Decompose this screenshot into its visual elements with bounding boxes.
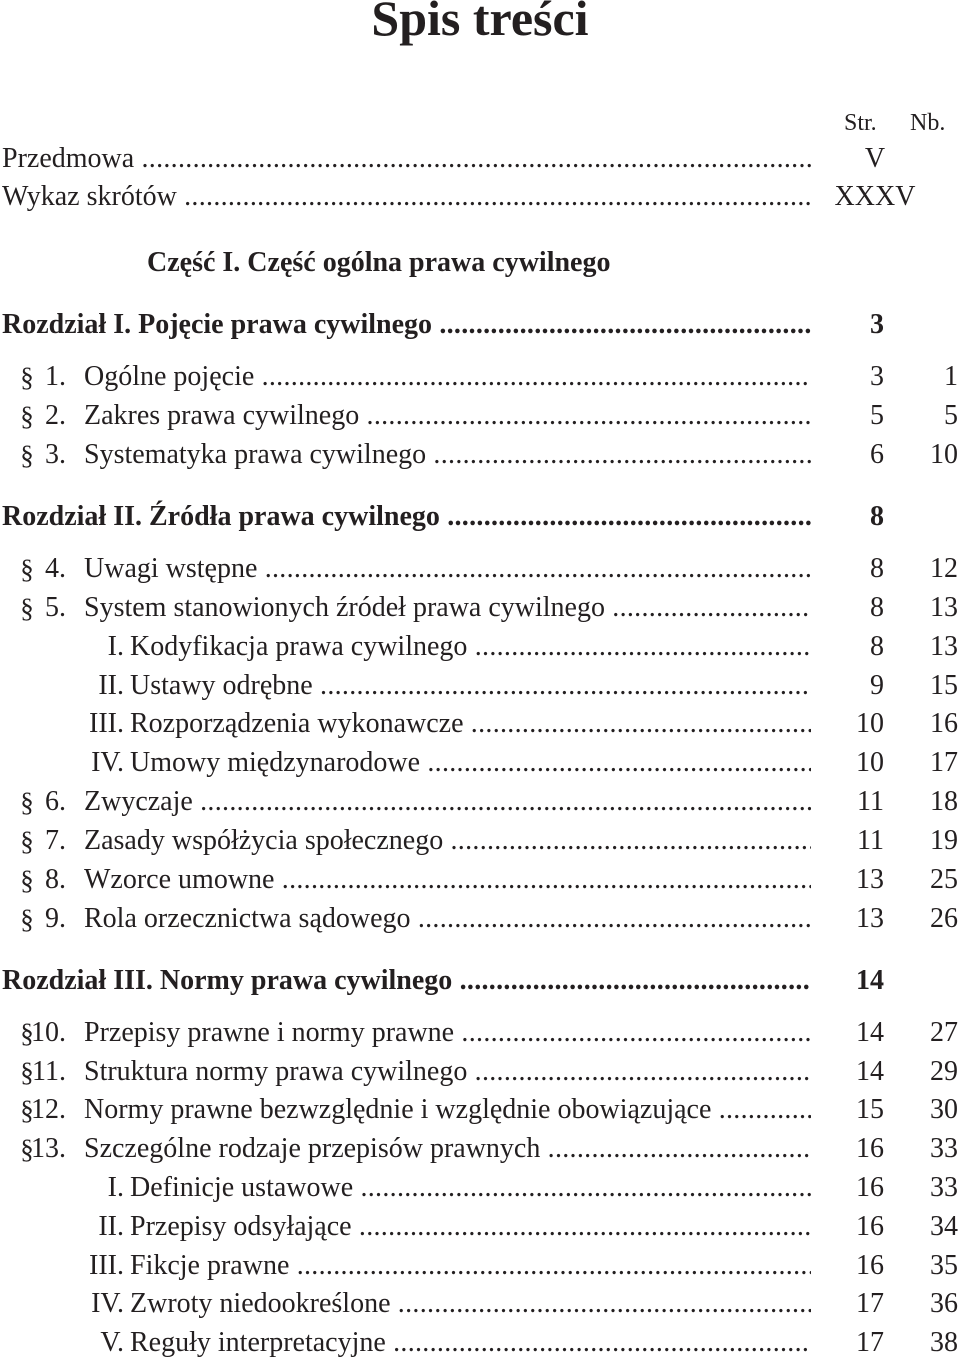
entry-title-text: Rozdział II. Źródła prawa cywilnego xyxy=(2,501,440,532)
entry-title-text: Kodyfikacja prawa cywilnego xyxy=(130,631,468,662)
entry-title xyxy=(2,964,811,998)
page-number: 16 xyxy=(856,1172,884,1203)
section-sign-icon: § xyxy=(20,440,34,470)
margin-number: 15 xyxy=(930,670,958,701)
toc-section-row xyxy=(0,438,960,472)
entry-title-text: Struktura normy prawa cywilnego xyxy=(84,1056,468,1087)
toc-subsection-row xyxy=(0,1326,960,1360)
page-number: 16 xyxy=(856,1250,884,1281)
section-number: 9. xyxy=(45,903,66,934)
toc-subsection-row xyxy=(0,1249,960,1283)
entry-title xyxy=(84,1093,811,1127)
toc-section-row xyxy=(0,902,960,936)
subsection-number: I. xyxy=(107,631,124,662)
entry-title-text: Rozporządzenia wykonawcze xyxy=(130,708,464,739)
entry-title xyxy=(84,824,811,858)
toc-subsection-row xyxy=(0,630,960,664)
part-heading: Część I. Część ogólna prawa cywilnego xyxy=(147,247,611,278)
page-number: 17 xyxy=(856,1327,884,1358)
page-number: 3 xyxy=(870,361,884,392)
entry-title-text: Rola orzecznictwa sądowego xyxy=(84,903,411,934)
page-number: 8 xyxy=(870,631,884,662)
toc-section-row xyxy=(0,824,960,858)
page-number: 11 xyxy=(857,786,884,817)
toc-subsection-row xyxy=(0,707,960,741)
entry-title-text: Przepisy odsyłające xyxy=(130,1211,352,1242)
entry-title xyxy=(84,438,811,472)
page-number: 5 xyxy=(870,400,884,431)
subsection-number: II. xyxy=(98,1211,124,1242)
entry-title xyxy=(84,552,811,586)
margin-number: 25 xyxy=(930,864,958,895)
toc-chapter-row xyxy=(0,308,960,342)
entry-title-text: Ogólne pojęcie xyxy=(84,361,255,392)
section-sign-icon: § xyxy=(20,593,34,623)
section-sign-icon: § xyxy=(20,362,34,392)
section-sign-icon: § xyxy=(20,1018,34,1048)
section-number: 8. xyxy=(45,864,66,895)
toc-section-row xyxy=(0,1093,960,1127)
page-number: 14 xyxy=(856,965,884,996)
page-number: 10 xyxy=(856,708,884,739)
page-number: 16 xyxy=(856,1211,884,1242)
entry-title xyxy=(130,1326,811,1360)
page-number: 15 xyxy=(856,1094,884,1125)
page-number: 17 xyxy=(856,1288,884,1319)
toc-section-row xyxy=(0,552,960,586)
section-sign-icon: § xyxy=(20,787,34,817)
page-number: 10 xyxy=(856,747,884,778)
page-number: 14 xyxy=(856,1056,884,1087)
entry-title xyxy=(130,669,811,703)
page-number: 13 xyxy=(856,864,884,895)
section-number: 12. xyxy=(31,1094,66,1125)
entry-title-text: Reguły interpretacyjne xyxy=(130,1327,386,1358)
toc-section-row xyxy=(0,785,960,819)
subsection-number: I. xyxy=(107,1172,124,1203)
entry-title-text: Rozdział III. Normy prawa cywilnego xyxy=(2,965,453,996)
margin-number: 36 xyxy=(930,1288,958,1319)
page-number: 14 xyxy=(856,1017,884,1048)
margin-number: 30 xyxy=(930,1094,958,1125)
section-sign-icon: § xyxy=(20,1134,34,1164)
section-number: 7. xyxy=(45,825,66,856)
entry-title xyxy=(130,630,811,664)
subsection-number: III. xyxy=(89,1250,124,1281)
toc-chapter-row xyxy=(0,500,960,534)
margin-number: 33 xyxy=(930,1172,958,1203)
toc-front-row xyxy=(0,180,960,214)
page-number: 8 xyxy=(870,553,884,584)
entry-title-text: Systematyka prawa cywilnego xyxy=(84,439,427,470)
entry-title xyxy=(130,1287,811,1321)
entry-title-text: Uwagi wstępne xyxy=(84,553,258,584)
subsection-number: IV. xyxy=(91,1288,124,1319)
entry-title xyxy=(2,500,811,534)
section-sign-icon: § xyxy=(20,904,34,934)
margin-number: 10 xyxy=(930,439,958,470)
subsection-number: V. xyxy=(100,1327,124,1358)
entry-title-text: Zakres prawa cywilnego xyxy=(84,400,360,431)
margin-number: 29 xyxy=(930,1056,958,1087)
page-number: 11 xyxy=(857,825,884,856)
page-number: XXXV xyxy=(834,181,916,212)
entry-title-text: System stanowionych źródeł prawa cywilnego xyxy=(84,592,605,623)
entry-title xyxy=(84,399,811,433)
toc-section-row xyxy=(0,399,960,433)
entry-title-text: Zasady współżycia społecznego xyxy=(84,825,444,856)
entry-title xyxy=(130,707,811,741)
toc-subsection-row xyxy=(0,669,960,703)
entry-title-text: Normy prawne bezwzględnie i względnie obowiązujące xyxy=(84,1094,712,1125)
entry-title-text: Zwyczaje xyxy=(84,786,193,817)
entry-title-text: Wzorce umowne xyxy=(84,864,275,895)
margin-number: 5 xyxy=(944,400,958,431)
section-sign-icon: § xyxy=(20,826,34,856)
section-number: 1. xyxy=(45,361,66,392)
section-sign-icon: § xyxy=(20,401,34,431)
page-title: Spis treści xyxy=(371,0,589,46)
page-number: 8 xyxy=(870,592,884,623)
page-number: V xyxy=(864,143,886,174)
toc-section-row xyxy=(0,1016,960,1050)
entry-title-text: Przedmowa xyxy=(2,143,135,174)
entry-title xyxy=(84,1132,811,1166)
entry-title-text: Umowy międzynarodowe xyxy=(130,747,421,778)
column-header-nb: Nb. xyxy=(910,110,946,136)
margin-number: 34 xyxy=(930,1211,958,1242)
subsection-number: II. xyxy=(98,670,124,701)
entry-title xyxy=(2,308,811,342)
entry-title xyxy=(84,591,811,625)
section-number: 13. xyxy=(31,1133,66,1164)
entry-title-text: Ustawy odrębne xyxy=(130,670,313,701)
entry-title-text: Rozdział I. Pojęcie prawa cywilnego xyxy=(2,309,433,340)
section-number: 5. xyxy=(45,592,66,623)
toc-section-row xyxy=(0,1055,960,1089)
margin-number: 26 xyxy=(930,903,958,934)
toc-section-row xyxy=(0,360,960,394)
toc-subsection-row xyxy=(0,1210,960,1244)
margin-number: 19 xyxy=(930,825,958,856)
subsection-number: III. xyxy=(89,708,124,739)
toc-section-row xyxy=(0,591,960,625)
entry-title-text: Przepisy prawne i normy prawne xyxy=(84,1017,455,1048)
entry-title xyxy=(2,142,811,176)
toc-section-row xyxy=(0,863,960,897)
section-number: 6. xyxy=(45,786,66,817)
page-number: 6 xyxy=(870,439,884,470)
entry-title xyxy=(84,1016,811,1050)
margin-number: 18 xyxy=(930,786,958,817)
margin-number: 33 xyxy=(930,1133,958,1164)
page-number: 13 xyxy=(856,903,884,934)
margin-number: 35 xyxy=(930,1250,958,1281)
entry-title xyxy=(84,1055,811,1089)
entry-title xyxy=(84,360,811,394)
entry-title-text: Wykaz skrótów xyxy=(2,181,177,212)
page-number: 9 xyxy=(870,670,884,701)
entry-title xyxy=(2,180,811,214)
page-number: 3 xyxy=(870,309,884,340)
margin-number: 13 xyxy=(930,592,958,623)
margin-number: 17 xyxy=(930,747,958,778)
section-sign-icon: § xyxy=(20,1057,34,1087)
section-sign-icon: § xyxy=(20,1095,34,1125)
section-number: 2. xyxy=(45,400,66,431)
entry-title-text: Fikcje prawne xyxy=(130,1250,290,1281)
subsection-number: IV. xyxy=(91,747,124,778)
toc-section-row xyxy=(0,1132,960,1166)
entry-title-text: Zwroty niedookreślone xyxy=(130,1288,391,1319)
toc-subsection-row xyxy=(0,1171,960,1205)
entry-title xyxy=(84,785,811,819)
margin-number: 38 xyxy=(930,1327,958,1358)
page-number: 8 xyxy=(870,501,884,532)
section-number: 4. xyxy=(45,553,66,584)
section-sign-icon: § xyxy=(20,554,34,584)
toc-front-row xyxy=(0,142,960,176)
entry-title-text: Definicje ustawowe xyxy=(130,1172,354,1203)
toc-subsection-row xyxy=(0,1287,960,1321)
section-number: 11. xyxy=(32,1056,66,1087)
margin-number: 27 xyxy=(930,1017,958,1048)
entry-title xyxy=(130,1249,811,1283)
margin-number: 1 xyxy=(944,361,958,392)
section-sign-icon: § xyxy=(20,865,34,895)
toc-subsection-row xyxy=(0,746,960,780)
entry-title xyxy=(130,746,811,780)
entry-title xyxy=(130,1210,811,1244)
margin-number: 13 xyxy=(930,631,958,662)
section-number: 10. xyxy=(31,1017,66,1048)
section-number: 3. xyxy=(45,439,66,470)
entry-title xyxy=(130,1171,811,1205)
entry-title xyxy=(84,902,811,936)
margin-number: 16 xyxy=(930,708,958,739)
entry-title xyxy=(84,863,811,897)
toc-chapter-row xyxy=(0,964,960,998)
entry-title-text: Szczególne rodzaje przepisów prawnych xyxy=(84,1133,541,1164)
margin-number: 12 xyxy=(930,553,958,584)
page-number: 16 xyxy=(856,1133,884,1164)
column-header-str: Str. xyxy=(844,110,877,136)
